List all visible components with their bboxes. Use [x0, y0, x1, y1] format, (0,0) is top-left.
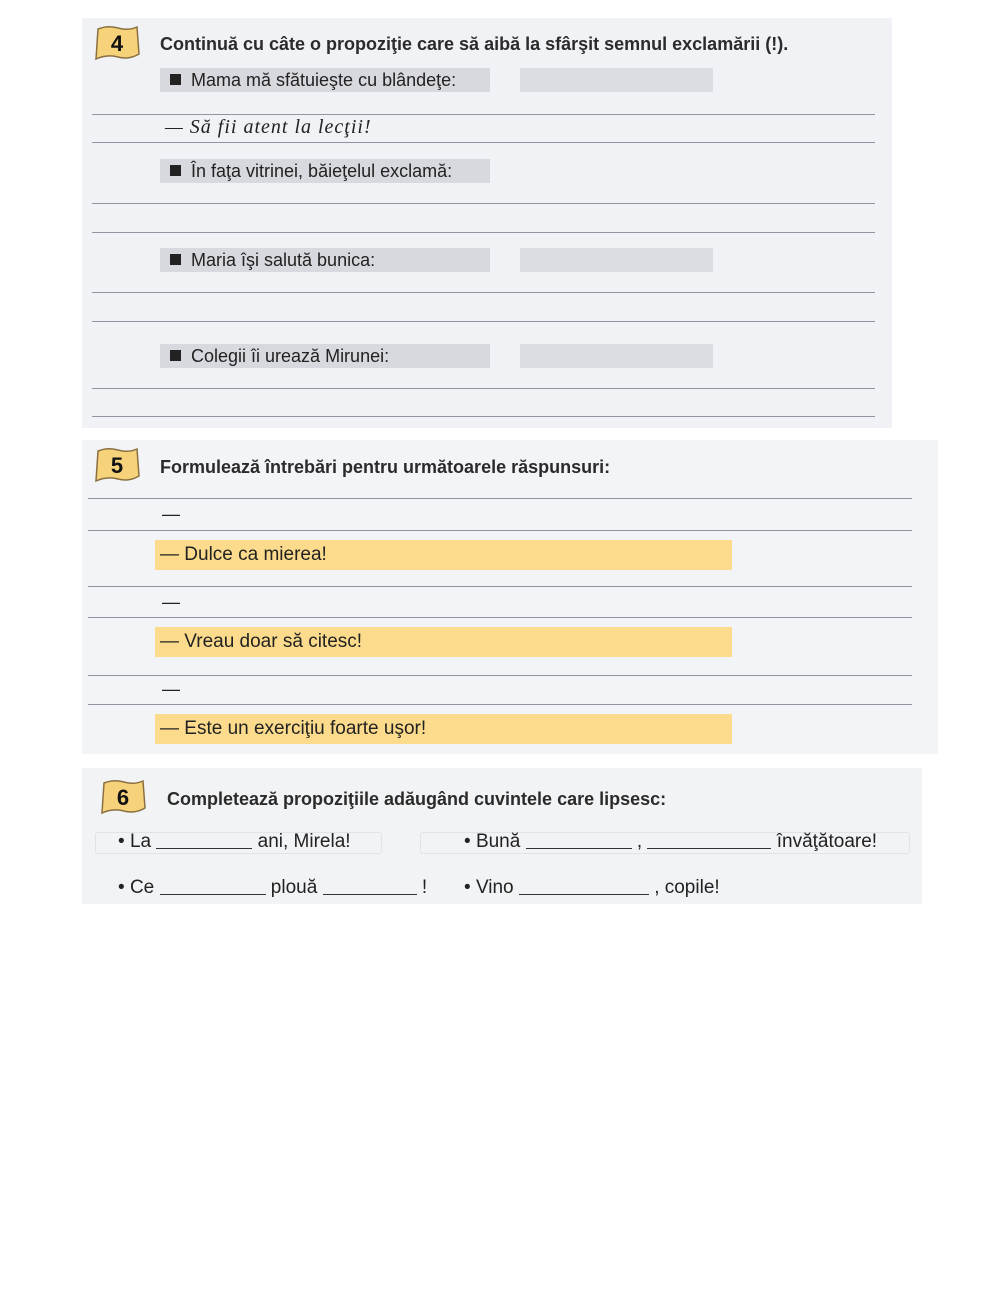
exercise-5-number: 5: [110, 453, 124, 478]
response-1: — Dulce ca mierea!: [160, 544, 327, 565]
square-bullet-icon: [170, 350, 181, 361]
answer-example: — Să fii atent la lecţii!: [165, 116, 372, 138]
exercise-5-panel: [82, 440, 938, 754]
answer-line[interactable]: [92, 292, 875, 293]
question-line[interactable]: [88, 530, 912, 531]
prompt-item-4: Colegii îi urează Mirunei:: [170, 346, 389, 367]
exercise-5-instruction: Formulează întrebări pentru următoarele răspunsuri:: [160, 457, 611, 477]
answer-line[interactable]: [92, 388, 875, 389]
answer-line[interactable]: [92, 416, 875, 417]
prompt-item-1: Mama mă sfătuieşte cu blândeţe:: [170, 70, 456, 91]
prompt-box-right: [520, 248, 713, 272]
exercise-4-instruction: Continuă cu câte o propoziţie care să aibă la sfârşit semnul exclamării (!).: [160, 34, 789, 54]
question-line[interactable]: [88, 617, 912, 618]
sentence-2: • Bună , învăţătoare!: [464, 831, 878, 852]
prompt-box-right: [520, 68, 713, 92]
writing-line: [88, 586, 912, 587]
blank-field[interactable]: [160, 878, 266, 895]
question-dash: —: [162, 679, 180, 699]
blank-field[interactable]: [519, 878, 649, 895]
question-dash: —: [162, 504, 180, 524]
question-dash: —: [162, 592, 180, 612]
response-2: — Vreau doar să citesc!: [160, 631, 363, 652]
writing-line: [92, 114, 875, 115]
square-bullet-icon: [170, 165, 181, 176]
sentence-3: • Ce plouă !: [118, 877, 428, 898]
blank-field[interactable]: [647, 832, 771, 849]
blank-field[interactable]: [156, 832, 252, 849]
exercise-6-number: 6: [116, 785, 130, 810]
answer-line[interactable]: [92, 232, 875, 233]
exercise-4-number: 4: [110, 31, 124, 56]
answer-line[interactable]: [92, 203, 875, 204]
writing-line: [88, 498, 912, 499]
writing-line: [88, 675, 912, 676]
exercise-5-badge: [92, 446, 142, 486]
question-line[interactable]: [88, 704, 912, 705]
square-bullet-icon: [170, 74, 181, 85]
writing-line: [92, 142, 875, 143]
sentence-1: • La ani, Mirela!: [118, 831, 351, 852]
blank-field[interactable]: [323, 878, 417, 895]
answer-line[interactable]: [92, 321, 875, 322]
square-bullet-icon: [170, 254, 181, 265]
blank-field[interactable]: [526, 832, 632, 849]
exercise-4-badge: [92, 24, 142, 64]
exercise-6-badge: [98, 778, 148, 818]
prompt-item-3: Maria îşi salută bunica:: [170, 250, 375, 271]
prompt-box-right: [520, 344, 713, 368]
response-3: — Este un exerciţiu foarte uşor!: [160, 718, 427, 739]
sentence-4: • Vino , copile!: [464, 877, 720, 898]
exercise-6-instruction: Completează propoziţiile adăugând cuvintele care lipsesc:: [167, 789, 667, 809]
prompt-item-2: În faţa vitrinei, băieţelul exclamă:: [170, 161, 452, 182]
